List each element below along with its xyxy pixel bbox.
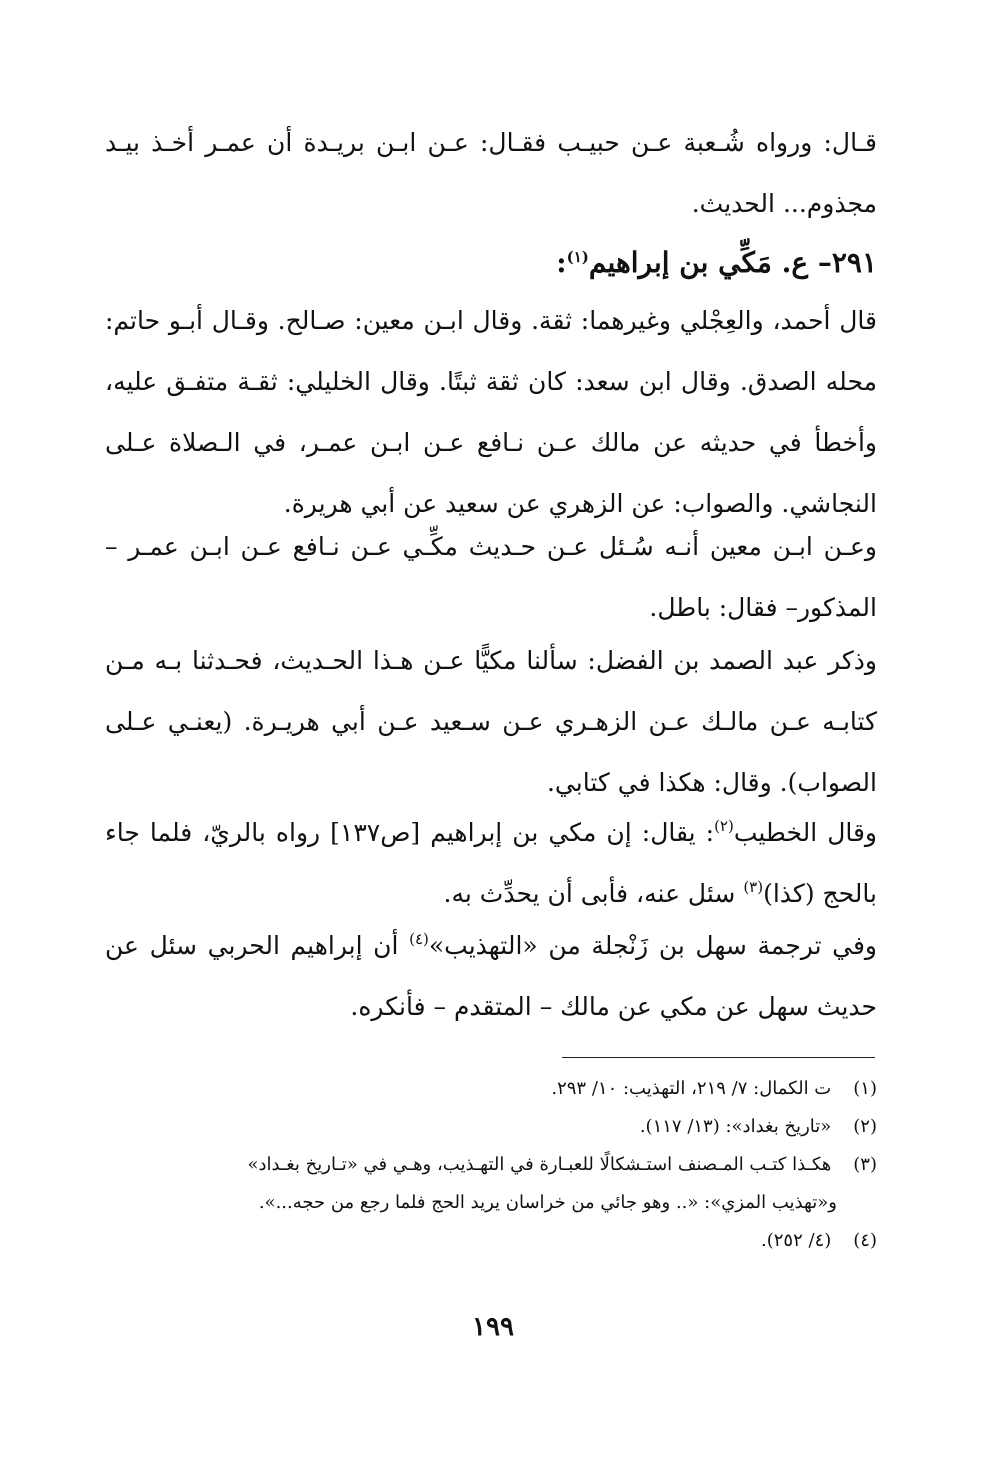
entry-number: ٢٩١ [831,246,877,279]
footnote-2 [105,1108,877,1146]
footnote-number: (١) [853,1078,877,1099]
footnote-ref-3: (٣) [743,878,764,896]
paragraph-4: وذكر عبد الصمد بن الفضل: سألنا مكيًّا عـن هـذا الحـديث، فحـدثنا بـه مـن كتابـه عـن مالـك عـن الزهـري عـن سـعيد عـن أبي هريـرة. (يعنـي عـلى الصواب). وقال: هكذا في كتابي. [105,646,877,797]
paragraph-5 [105,802,877,924]
footnote-text: (٤/ ٢٥٢). [761,1230,832,1251]
footnote-4 [105,1222,877,1260]
paragraph-5-part-c: سئل عنه، فأبى أن يحدِّث به. [443,879,744,908]
footnote-1 [105,1070,877,1108]
footnote-number: (٣) [853,1154,877,1175]
footnote-text: «تاريخ بغداد»: (١٣/ ١١٧). [639,1116,832,1137]
footnote-text: ت الكمال: ٧/ ٢١٩، التهذيب: ١٠/ ٢٩٣. [551,1078,832,1099]
footnote-ref-2: (٢) [714,817,734,835]
paragraph-6 [105,915,877,1037]
paragraph-3: وعـن ابـن معين أنـه سُـئل عـن حـديث مكِّـي عـن نـافع عـن ابـن عمـر – المذكور– فقال: باطل. [105,532,877,622]
paragraph-1: قـال: ورواه شُـعبة عـن حبيـب فقـال: عـن ابـن بريـدة أن عمـر أخـذ بيـد مجذوم... الحديث. [105,128,877,218]
footnote-number: (٤) [853,1230,877,1251]
footnote-ref-4: (٤) [409,930,429,948]
page-number: ١٩٩ [472,1312,514,1342]
paragraph-6-part-a: وفي ترجمة سهل بن زَنْجلة من «التهذيب» [428,931,877,960]
footnote-ref-1: (١) [566,248,589,266]
paragraph-5-part-b: : يقال: إن مكي بن إبراهيم [ص١٣٧] رواه بالريّ، فلما جاء بالحج (كذا) [105,818,877,908]
footnotes [105,1070,877,1260]
footnote-3 [105,1146,877,1222]
paragraph-2: قال أحمد، والعِجْلي وغيرهما: ثقة. وقال ابـن معين: صـالح. وقـال أبـو حاتم: محله الصدق. وقال ابن سعد: كان ثقة ثبتًا. وقال الخليلي: ثقـة متفـق عليه، وأخطأ في حديثه عن مالك عـن نـافع عـن ابـن عمـر، في الـصلاة عـلى النجاشي. والصواب: عن الزهري عن سعيد عن أبي هريرة. [105,306,877,518]
footnote-number: (٢) [853,1116,877,1137]
paragraph-5-part-a: وقال الخطيب [733,818,877,847]
footnote-divider [562,1057,875,1058]
footnote-text: هكـذا كتـب المـصنف استـشكالًا للعبـارة في التهـذيب، وهـي في «تـاريخ بغـداد» [247,1154,832,1175]
paragraph-6-part-b: أن إبراهيم الحربي سئل عن حديث سهل عن مكي عن مالك – المتقدم – فأنكره. [105,931,877,1021]
entry-colon: : [556,246,567,279]
footnote-text-continued: و«تهذيب المزي»: «.. وهو جائي من خراسان يريد الحج فلما رجع من حجه...». [258,1192,837,1213]
entry-title: – ع. مَكِّي بن إبراهيم [588,246,832,279]
entry-heading [105,235,877,291]
